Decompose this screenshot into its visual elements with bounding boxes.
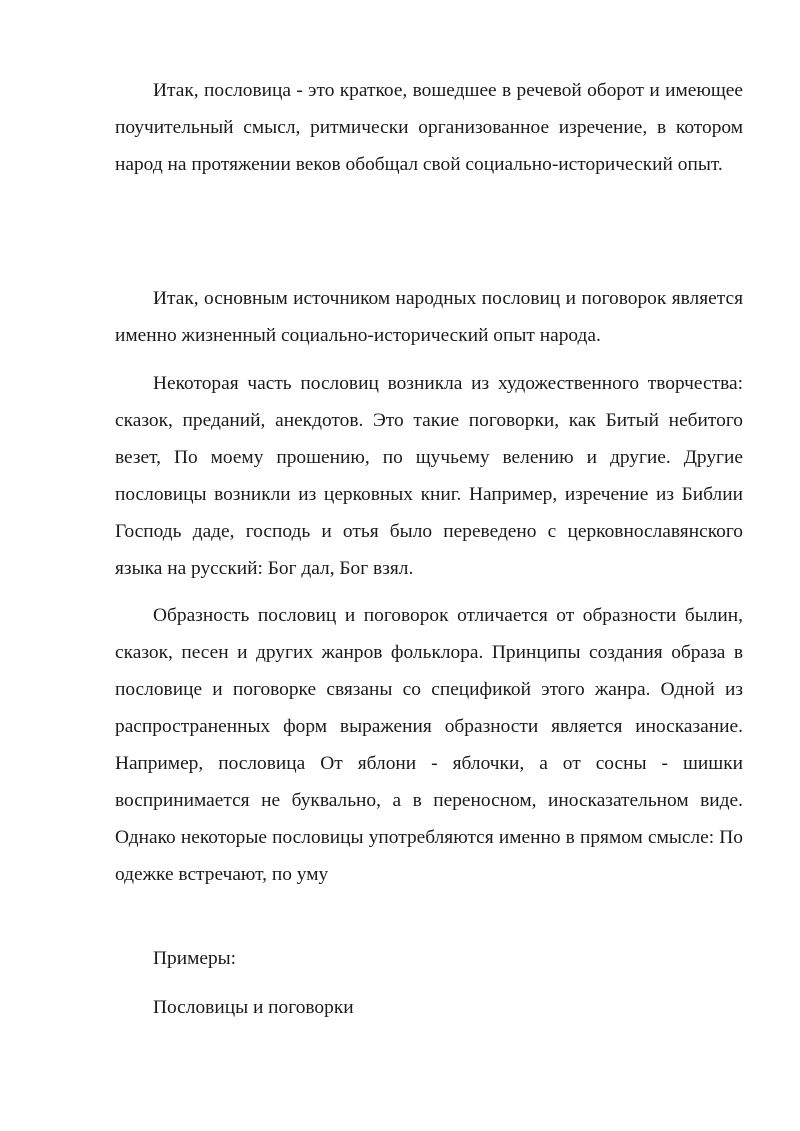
text-block [115, 365, 743, 587]
text-block [115, 940, 743, 977]
paragraph-section-heading: Пословицы и поговорки [153, 997, 354, 1018]
text-block [115, 72, 743, 183]
paragraph-imagery: Образность пословиц и поговорок отличается от образности былин, сказок, песен и других жанров фольклора. Принципы создания образа в пословице и поговорке связаны со спецификой этого жанра. Одной из распространенных форм выражения образности является иносказание. Например, пословица От яблони - яблочки, а от сосны - шишки воспринимается не буквально, а в переносном, иносказательном виде. Однако некоторые пословицы употребляются именно в прямом смысле: По одежке встречают, по уму [115, 605, 743, 885]
paragraph-definition: Итак, пословица - это краткое, вошедшее в речевой оборот и имеющее поучительный смысл, ритмически организованное изречение, в котором народ на протяжении веков обобщал свой социально-исторический опыт. [115, 80, 743, 175]
paragraph-examples-heading: Примеры: [153, 948, 237, 969]
text-block [115, 597, 743, 893]
text-block [115, 989, 743, 1026]
text-block [115, 280, 743, 354]
paragraph-origins: Некоторая часть пословиц возникла из художественного творчества: сказок, преданий, анекдотов. Это такие поговорки, как Битый небитого везет, По моему прошению, по щучьему велению и другие. Другие пословицы возникли из церковных книг. Например, изречение из Библии Господь даде, господь и отья было переведено с церковнославянского языка на русский: Бог дал, Бог взял. [115, 373, 743, 579]
paragraph-source: Итак, основным источником народных пословиц и поговорок является именно жизненный социально-исторический опыт народа. [115, 288, 743, 346]
